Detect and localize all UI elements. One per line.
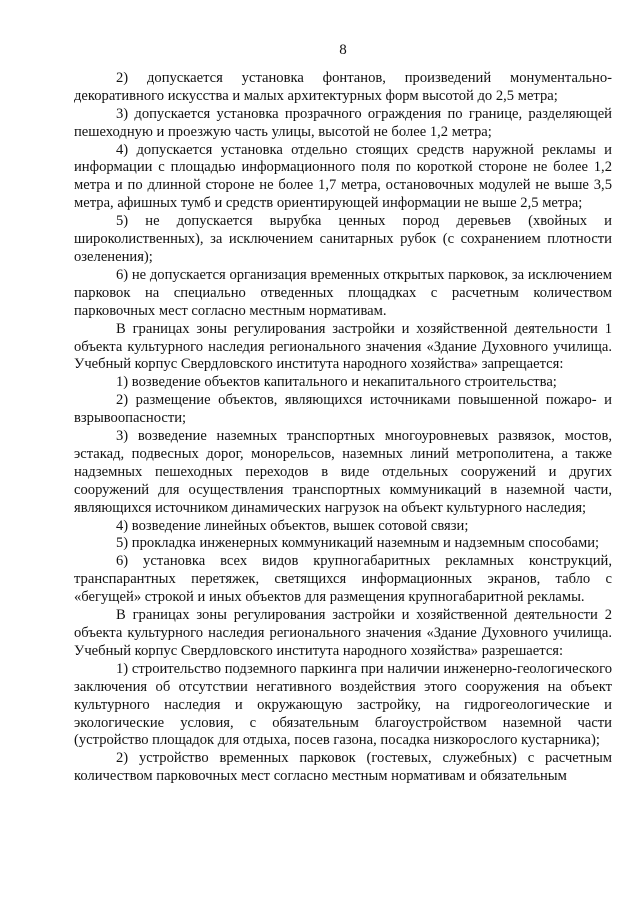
paragraph: 1) строительство подземного паркинга при наличии инженерно-геологического заключения об отсутствии негативного воздействия этого сооружения на объект культурного наследия и окружающую застройку, на гидрогеологические и экологические условия, с обязательным благоустройством наземной части (устройство площадок для отдыха, посев газона, посадка низкорослого кустарника); [74, 660, 612, 749]
page-number: 8 [339, 42, 347, 58]
paragraph: 2) допускается установка фонтанов, произведений монументально-декоративного искусства и малых архитектурных форм высотой до 2,5 метра; [74, 69, 612, 104]
paragraph: 4) возведение линейных объектов, вышек сотовой связи; [116, 517, 469, 534]
paragraph: 4) допускается установка отдельно стоящих средств наружной рекламы и информации с площадью информационного поля по короткой стороне не более 1,2 метра и по длинной стороне не более 1,7 метра, остановочных модулей не выше 3,5 метра, афишных тумб и средств ориентирующей информации не выше 2,5 метра; [74, 141, 612, 212]
paragraph: В границах зоны регулирования застройки и хозяйственной деятельности 1 объекта культурного наследия регионального значения «Здание Духовного училища. Учебный корпус Свердловского института народного хозяйства» запрещается: [74, 320, 612, 373]
paragraph: 2) устройство временных парковок (гостевых, служебных) с расчетным количеством парковочных мест согласно местным нормативам и обязательным [74, 750, 612, 785]
paragraph: 5) не допускается вырубка ценных пород деревьев (хвойных и широколиственных), за исключением санитарных рубок (с сохранением плотности озеленения); [74, 213, 612, 265]
paragraph: 6) установка всех видов крупногабаритных рекламных конструкций, транспарантных перетяжек, светящихся информационных экранов, табло с «бегущей» строкой и иных объектов для размещения крупногабаритной рекламы. [74, 553, 612, 606]
paragraph: 3) возведение наземных транспортных многоуровневых развязок, мостов, эстакад, подвесных дорог, монорельсов, наземных линий метрополитена, а также надземных пешеходных переходов в виде отдельных сооружений и других сооружений для осуществления транспортных коммуникаций в наземной части, являющихся источником динамических нагрузок на объект культурного наследия; [74, 428, 612, 516]
paragraph: 2) размещение объектов, являющихся источниками повышенной пожаро- и взрывоопасности; [74, 392, 612, 427]
paragraph: 5) прокладка инженерных коммуникаций наземным и надземным способами; [116, 535, 600, 552]
paragraph: 3) допускается установка прозрачного ограждения по границе, разделяющей пешеходную и проезжую часть улицы, высотой не более 1,2 метра; [74, 105, 612, 140]
paragraph: В границах зоны регулирования застройки и хозяйственной деятельности 2 объекта культурного наследия регионального значения «Здание Духовного училища. Учебный корпус Свердловского института народного хозяйства» разрешается: [74, 607, 612, 659]
paragraph: 1) возведение объектов капитального и некапитального строительства; [116, 374, 557, 391]
paragraph: 6) не допускается организация временных открытых парковок, за исключением парковок на специально отведенных площадках с расчетным количеством парковочных мест согласно местным нормативам. [74, 266, 612, 319]
